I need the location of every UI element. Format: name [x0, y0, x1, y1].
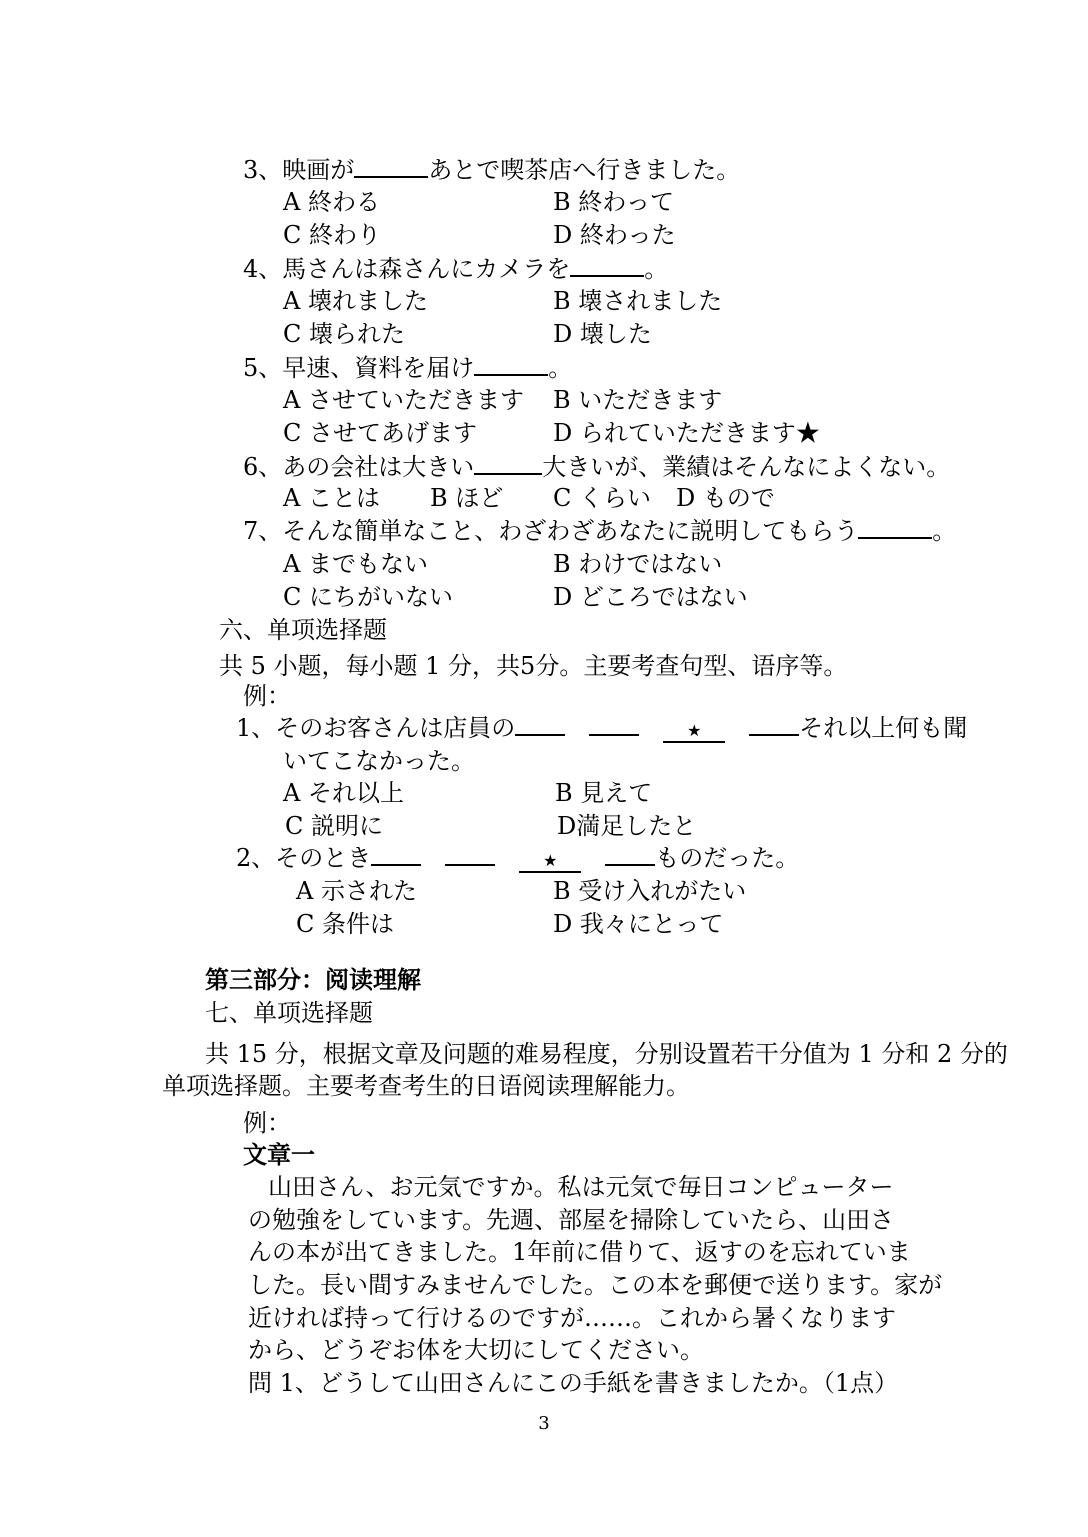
question-text-post: 。 [548, 354, 573, 382]
question-text-pre: 馬さんは森さんにカメラを [282, 255, 571, 283]
sort-blank [749, 712, 799, 736]
option-a: A させていただきます [283, 386, 524, 414]
option-d: D もので [676, 484, 775, 512]
question-text-post: 。 [932, 517, 957, 545]
passage-line: 山田さん、お元気ですか。私は元気で毎日コンピューター [268, 1173, 894, 1201]
question-3 [243, 154, 740, 186]
passage-line: から、どうぞお体を大切にしてください。 [248, 1336, 704, 1364]
question-number: 2、 [236, 844, 276, 872]
star-blank: ★ [519, 849, 581, 873]
answer-blank [858, 515, 932, 539]
sort-blank [589, 712, 639, 736]
option-a: A それ以上 [283, 779, 404, 807]
option-c: C 終わり [283, 221, 381, 249]
option-b: B わけではない [553, 550, 723, 578]
reading-question: 問 1、どうして山田さんにこの手紙を書きましたか。（1点） [248, 1369, 899, 1397]
section-title: 七、单项选择题 [205, 999, 373, 1027]
passage-line: 近ければ持って行けるのですが……。これから暑くなります [248, 1304, 896, 1332]
question-text-pre: 映画が [282, 156, 355, 184]
section-description-cont: 单项选择题。主要考查考生的日语阅读理解能力。 [162, 1072, 690, 1100]
question-text-pre: そのお客さんは店員の [275, 714, 516, 742]
page-number: 3 [538, 1413, 550, 1434]
option-b: B 見えて [555, 779, 653, 807]
question-4 [243, 253, 668, 285]
question-text-post: それ以上何も聞 [799, 714, 968, 742]
question-number: 1、 [236, 714, 276, 742]
option-d: D られていただきます★ [553, 419, 820, 447]
passage-line: した。長い間すみませんでした。この本を郵便で送ります。家が [248, 1271, 943, 1299]
section-title: 六、单项选择题 [219, 616, 387, 644]
answer-blank [354, 154, 428, 178]
option-d: D 我々にとって [553, 910, 724, 938]
question-text-pre: あの会社は大きい [282, 453, 475, 481]
answer-blank [570, 253, 644, 277]
question-text-pre: 早速、資料を届け [282, 354, 475, 382]
question-number: 3、 [243, 156, 283, 184]
option-b: B 終わって [553, 188, 675, 216]
example-label: 例： [243, 1109, 291, 1137]
question-6 [243, 451, 950, 483]
sort-blank [605, 842, 655, 866]
passage-line: の勉強をしています。先週、部屋を掃除していたら、山田さ [248, 1206, 895, 1234]
question-text-post: あとで喫茶店へ行きました。 [428, 156, 741, 184]
question-number: 5、 [243, 354, 283, 382]
answer-blank [474, 451, 542, 475]
question-text-post: ものだった。 [655, 844, 800, 872]
question-7 [243, 515, 956, 547]
sort-question-1 [236, 712, 967, 744]
option-a: A までもない [283, 550, 428, 578]
passage-line: んの本が出てきました。1年前に借りて、返すのを忘れていま [248, 1238, 911, 1266]
option-c: C 説明に [285, 812, 383, 840]
option-c: C 条件は [296, 910, 394, 938]
option-b: B いただきます [553, 386, 723, 414]
option-b: B ほど [430, 484, 504, 512]
sort-question-2 [236, 842, 799, 874]
option-a: A 壊れました [283, 287, 428, 315]
question-text-pre: そんな簡単なこと、わざわざあなたに説明してもらう [282, 517, 859, 545]
example-label: 例： [243, 682, 291, 710]
question-number: 4、 [243, 255, 283, 283]
sort-blank [445, 842, 495, 866]
article-title: 文章一 [243, 1140, 315, 1169]
question-continuation: いてこなかった。 [283, 747, 475, 775]
option-c: C 壊られた [283, 320, 405, 348]
section-description: 共 15 分，根据文章及问题的难易程度，分别设置若干分值为 1 分和 2 分的 [205, 1040, 1008, 1068]
option-d: D 終わった [553, 221, 676, 249]
option-b: B 受け入れがたい [553, 877, 747, 905]
question-5 [243, 352, 572, 384]
question-number: 7、 [243, 517, 283, 545]
option-a: A 終わる [283, 188, 380, 216]
option-a: A ことは [283, 484, 380, 512]
option-d: D 壊した [553, 320, 652, 348]
option-c: C にちがいない [283, 583, 453, 611]
option-a: A 示された [296, 877, 417, 905]
question-text-post: 大きいが、業績はそんなによくない。 [542, 453, 951, 481]
option-d: D満足したと [557, 812, 697, 840]
sort-blank [515, 712, 565, 736]
option-c: C くらい [553, 484, 651, 512]
question-text-post: 。 [644, 255, 669, 283]
option-b: B 壊されました [553, 287, 723, 315]
section-description: 共 5 小题，每小题 1 分，共5分。主要考查句型、语序等。 [219, 652, 848, 680]
question-number: 6、 [243, 453, 283, 481]
answer-blank [474, 352, 548, 376]
option-c: C させてあげます [283, 419, 477, 447]
sort-blank [371, 842, 421, 866]
star-blank: ★ [663, 719, 725, 743]
question-text-pre: そのとき [275, 844, 372, 872]
option-d: D どころではない [553, 583, 748, 611]
part-title: 第三部分：阅读理解 [205, 965, 421, 994]
